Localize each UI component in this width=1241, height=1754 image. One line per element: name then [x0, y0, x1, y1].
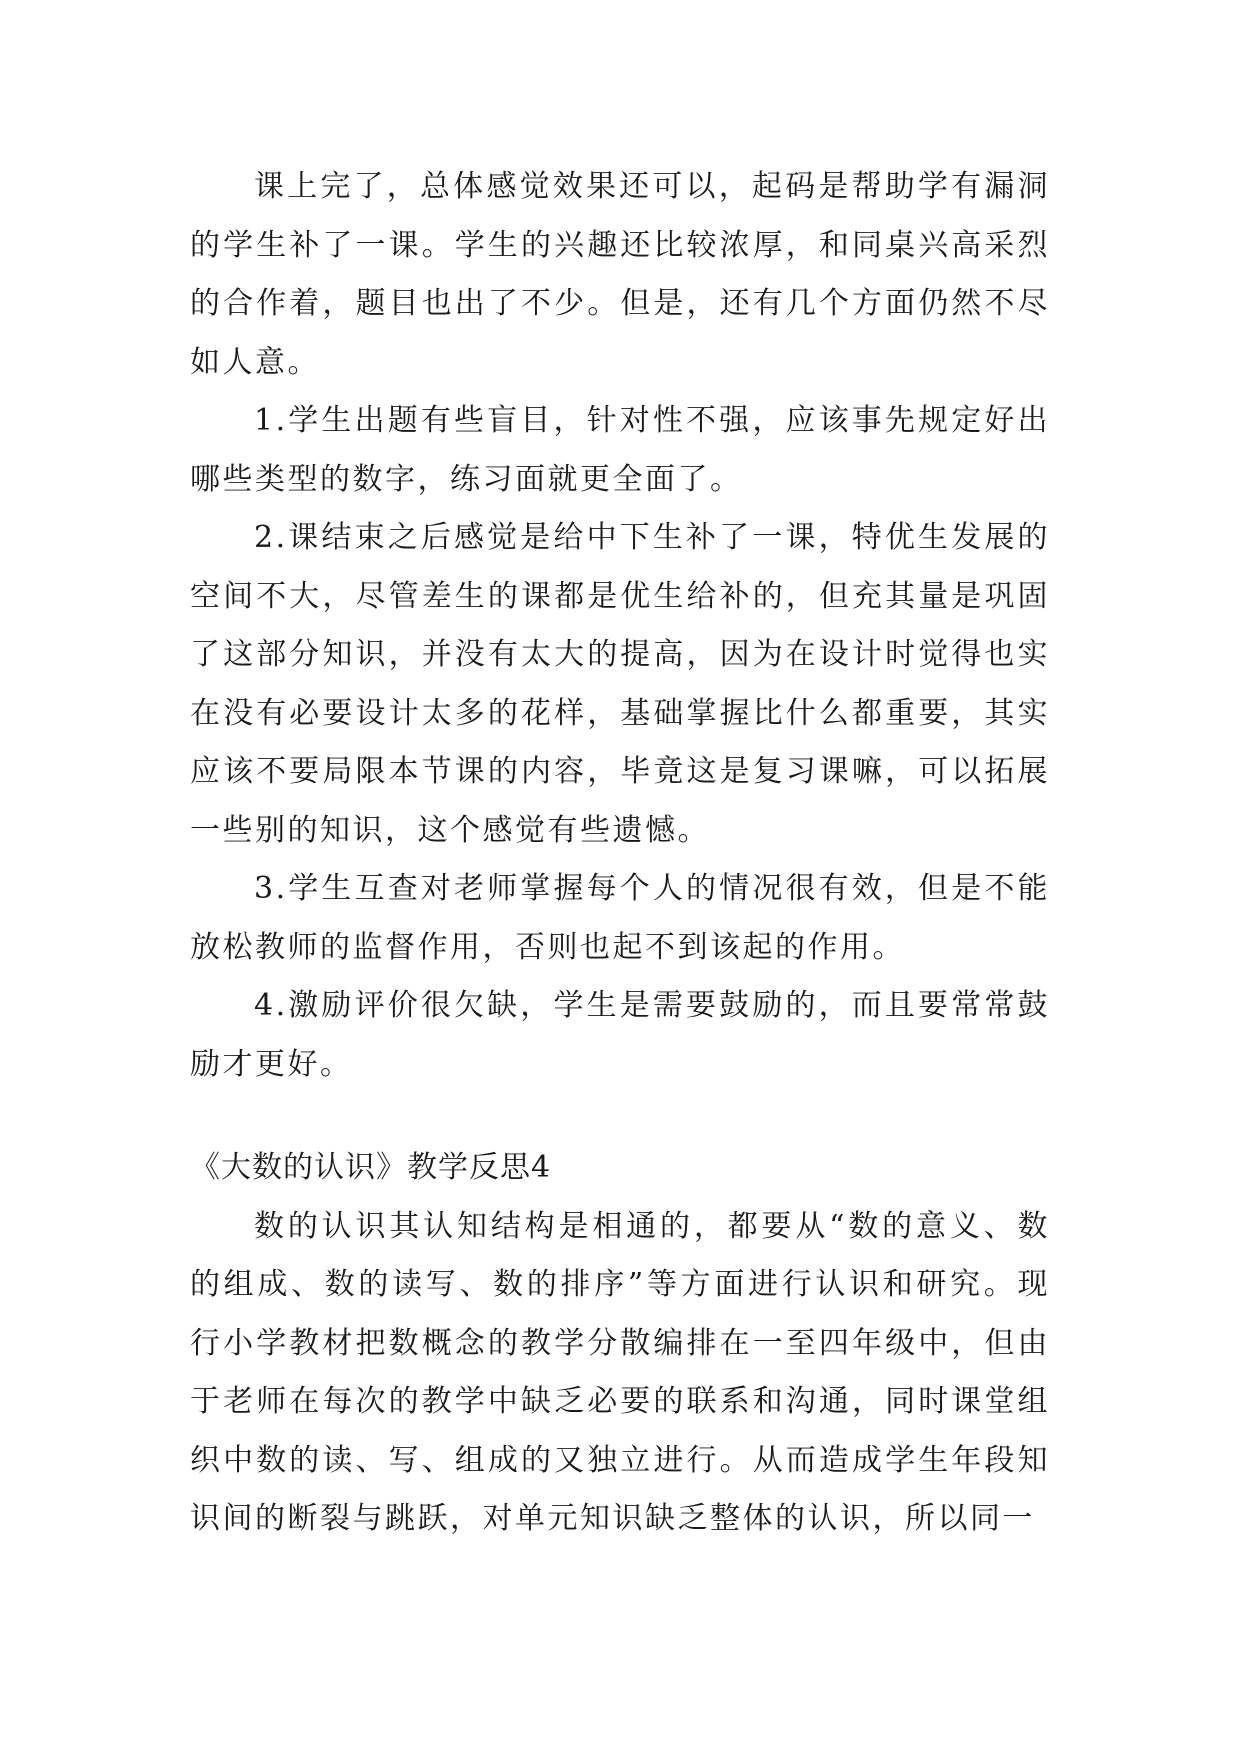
section-title: 《大数的认识》教学反思4	[190, 1150, 552, 1185]
paragraph-point-4: 4.激励评价很欠缺，学生是需要鼓励的，而且要常常鼓励才更好。	[190, 988, 1050, 1082]
paragraph-point-3: 3.学生互查对老师掌握每个人的情况很有效，但是不能放松教师的监督作用，否则也起不到该起的作用。	[190, 871, 1050, 965]
paragraph-summary: 课上完了，总体感觉效果还可以，起码是帮助学有漏洞的学生补了一课。学生的兴趣还比较浓厚，和同桌兴高采烈的合作着，题目也出了不少。但是，还有几个方面仍然不尽如人意。	[190, 169, 1050, 380]
paragraph-point-2: 2.课结束之后感觉是给中下生补了一课，特优生发展的空间不大，尽管差生的课都是优生给补的，但充其量是巩固了这部分知识，并没有太大的提高，因为在设计时觉得也实在没有必要设计太多的花样，基础掌握比什么都重要，其实应该不要局限本节课的内容，毕竟这是复习课嘛，可以拓展一些别的知识，这个感觉有些遗憾。	[190, 520, 1050, 848]
paragraph-section-body: 数的认识其认知结构是相通的，都要从“数的意义、数的组成、数的读写、数的排序”等方面进行认识和研究。现行小学教材把数概念的教学分散编排在一至四年级中，但由于老师在每次的教学中缺乏必要的联系和沟通，同时课堂组织中数的读、写、组成的又独立进行。从而造成学生年段知识间的断裂与跳跃，对单元知识缺乏整体的认识，所以同一	[190, 1208, 1050, 1536]
paragraph-point-1: 1.学生出题有些盲目，针对性不强，应该事先规定好出哪些类型的数字，练习面就更全面了。	[190, 403, 1050, 497]
document-page	[190, 158, 1050, 1549]
